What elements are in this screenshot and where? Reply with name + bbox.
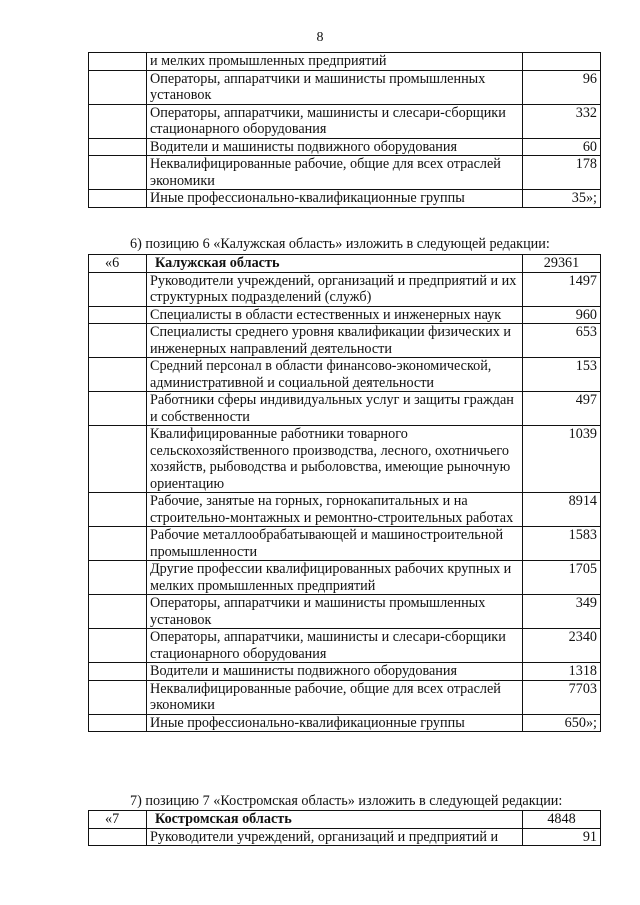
occupation-label: Руководители учреждений, организаций и предприятий и их структурных подразделений (служб) bbox=[147, 272, 523, 306]
occupation-value: 91 bbox=[523, 828, 601, 846]
row-marker bbox=[89, 104, 147, 138]
occupation-value: 960 bbox=[523, 306, 601, 324]
occupation-label: Руководители учреждений, организаций и предприятий и bbox=[147, 828, 523, 846]
occupation-value: 7703 bbox=[523, 680, 601, 714]
region-header-row bbox=[89, 255, 601, 273]
occupation-value: 1318 bbox=[523, 663, 601, 681]
occupation-table-continued bbox=[88, 52, 601, 208]
occupation-value: 2340 bbox=[523, 629, 601, 663]
occupation-label: Операторы, аппаратчики и машинисты промышленных установок bbox=[147, 70, 523, 104]
position-marker: «6 bbox=[89, 255, 147, 273]
table-row bbox=[89, 306, 601, 324]
row-marker bbox=[89, 190, 147, 208]
occupation-label: Работники сферы индивидуальных услуг и защиты граждан и собственности bbox=[147, 392, 523, 426]
occupation-label: Водители и машинисты подвижного оборудования bbox=[147, 138, 523, 156]
region-total: 29361 bbox=[523, 255, 601, 273]
table-row bbox=[89, 272, 601, 306]
table-row bbox=[89, 70, 601, 104]
kostroma-region-table bbox=[88, 810, 601, 846]
occupation-label: Операторы, аппаратчики, машинисты и слесари-сборщики стационарного оборудования bbox=[147, 629, 523, 663]
occupation-label: Водители и машинисты подвижного оборудования bbox=[147, 663, 523, 681]
occupation-value: 178 bbox=[523, 156, 601, 190]
occupation-label: Средний персонал в области финансово-экономической, административной и социальной деятельности bbox=[147, 358, 523, 392]
table-row bbox=[89, 663, 601, 681]
table-row bbox=[89, 426, 601, 493]
occupation-value: 1583 bbox=[523, 527, 601, 561]
region-total: 4848 bbox=[523, 811, 601, 829]
table-row bbox=[89, 595, 601, 629]
occupation-label: Другие профессии квалифицированных рабочих крупных и мелких промышленных предприятий bbox=[147, 561, 523, 595]
occupation-label: Операторы, аппаратчики, машинисты и слесари-сборщики стационарного оборудования bbox=[147, 104, 523, 138]
table-row bbox=[89, 527, 601, 561]
occupation-value: 60 bbox=[523, 138, 601, 156]
occupation-value: 653 bbox=[523, 324, 601, 358]
occupation-label: Специалисты среднего уровня квалификации физических и инженерных направлений деятельности bbox=[147, 324, 523, 358]
table-row bbox=[89, 358, 601, 392]
occupation-value: 650»; bbox=[523, 714, 601, 732]
region-header-row bbox=[89, 811, 601, 829]
table-row bbox=[89, 53, 601, 71]
table-row bbox=[89, 714, 601, 732]
kaluga-region-table bbox=[88, 254, 601, 732]
row-marker bbox=[89, 53, 147, 71]
table-row bbox=[89, 629, 601, 663]
occupation-label: Квалифицированные работники товарного сельскохозяйственного производства, лесного, охотничьего хозяйств, рыбоводства и рыболовства, имеющие рыночную ориентацию bbox=[147, 426, 523, 493]
occupation-label: Неквалифицированные рабочие, общие для всех отраслей экономики bbox=[147, 156, 523, 190]
occupation-label: Рабочие, занятые на горных, горнокапитальных и на строительно-монтажных и ремонтно-строительных работах bbox=[147, 493, 523, 527]
table-row bbox=[89, 190, 601, 208]
position-marker: «7 bbox=[89, 811, 147, 829]
row-marker bbox=[89, 138, 147, 156]
occupation-label: Рабочие металлообрабатывающей и машиностроительной промышленности bbox=[147, 527, 523, 561]
occupation-label: и мелких промышленных предприятий bbox=[147, 53, 523, 71]
occupation-value: 332 bbox=[523, 104, 601, 138]
occupation-value: 8914 bbox=[523, 493, 601, 527]
row-marker bbox=[89, 70, 147, 104]
occupation-value: 1039 bbox=[523, 426, 601, 493]
table-row bbox=[89, 104, 601, 138]
instruction-kostroma: 7) позицию 7 «Костромская область» изложить в следующей редакции: bbox=[130, 793, 563, 809]
occupation-value: 1497 bbox=[523, 272, 601, 306]
occupation-value: 1705 bbox=[523, 561, 601, 595]
occupation-label: Операторы, аппаратчики и машинисты промышленных установок bbox=[147, 595, 523, 629]
table-row bbox=[89, 828, 601, 846]
row-marker bbox=[89, 156, 147, 190]
instruction-kaluga: 6) позицию 6 «Калужская область» изложить в следующей редакции: bbox=[130, 236, 550, 252]
table-row bbox=[89, 392, 601, 426]
occupation-label: Иные профессионально-квалификационные группы bbox=[147, 714, 523, 732]
region-name: Калужская область bbox=[147, 255, 523, 273]
page-number: 8 bbox=[316, 30, 324, 45]
region-name: Костромская область bbox=[147, 811, 523, 829]
table-row bbox=[89, 138, 601, 156]
occupation-label: Неквалифицированные рабочие, общие для всех отраслей экономики bbox=[147, 680, 523, 714]
occupation-value: 497 bbox=[523, 392, 601, 426]
occupation-value: 35»; bbox=[523, 190, 601, 208]
occupation-value: 349 bbox=[523, 595, 601, 629]
occupation-value bbox=[523, 53, 601, 71]
occupation-label: Специалисты в области естественных и инженерных наук bbox=[147, 306, 523, 324]
table-row bbox=[89, 324, 601, 358]
occupation-value: 96 bbox=[523, 70, 601, 104]
table-row bbox=[89, 156, 601, 190]
table-row bbox=[89, 493, 601, 527]
occupation-label: Иные профессионально-квалификационные группы bbox=[147, 190, 523, 208]
table-row bbox=[89, 561, 601, 595]
occupation-value: 153 bbox=[523, 358, 601, 392]
table-row bbox=[89, 680, 601, 714]
